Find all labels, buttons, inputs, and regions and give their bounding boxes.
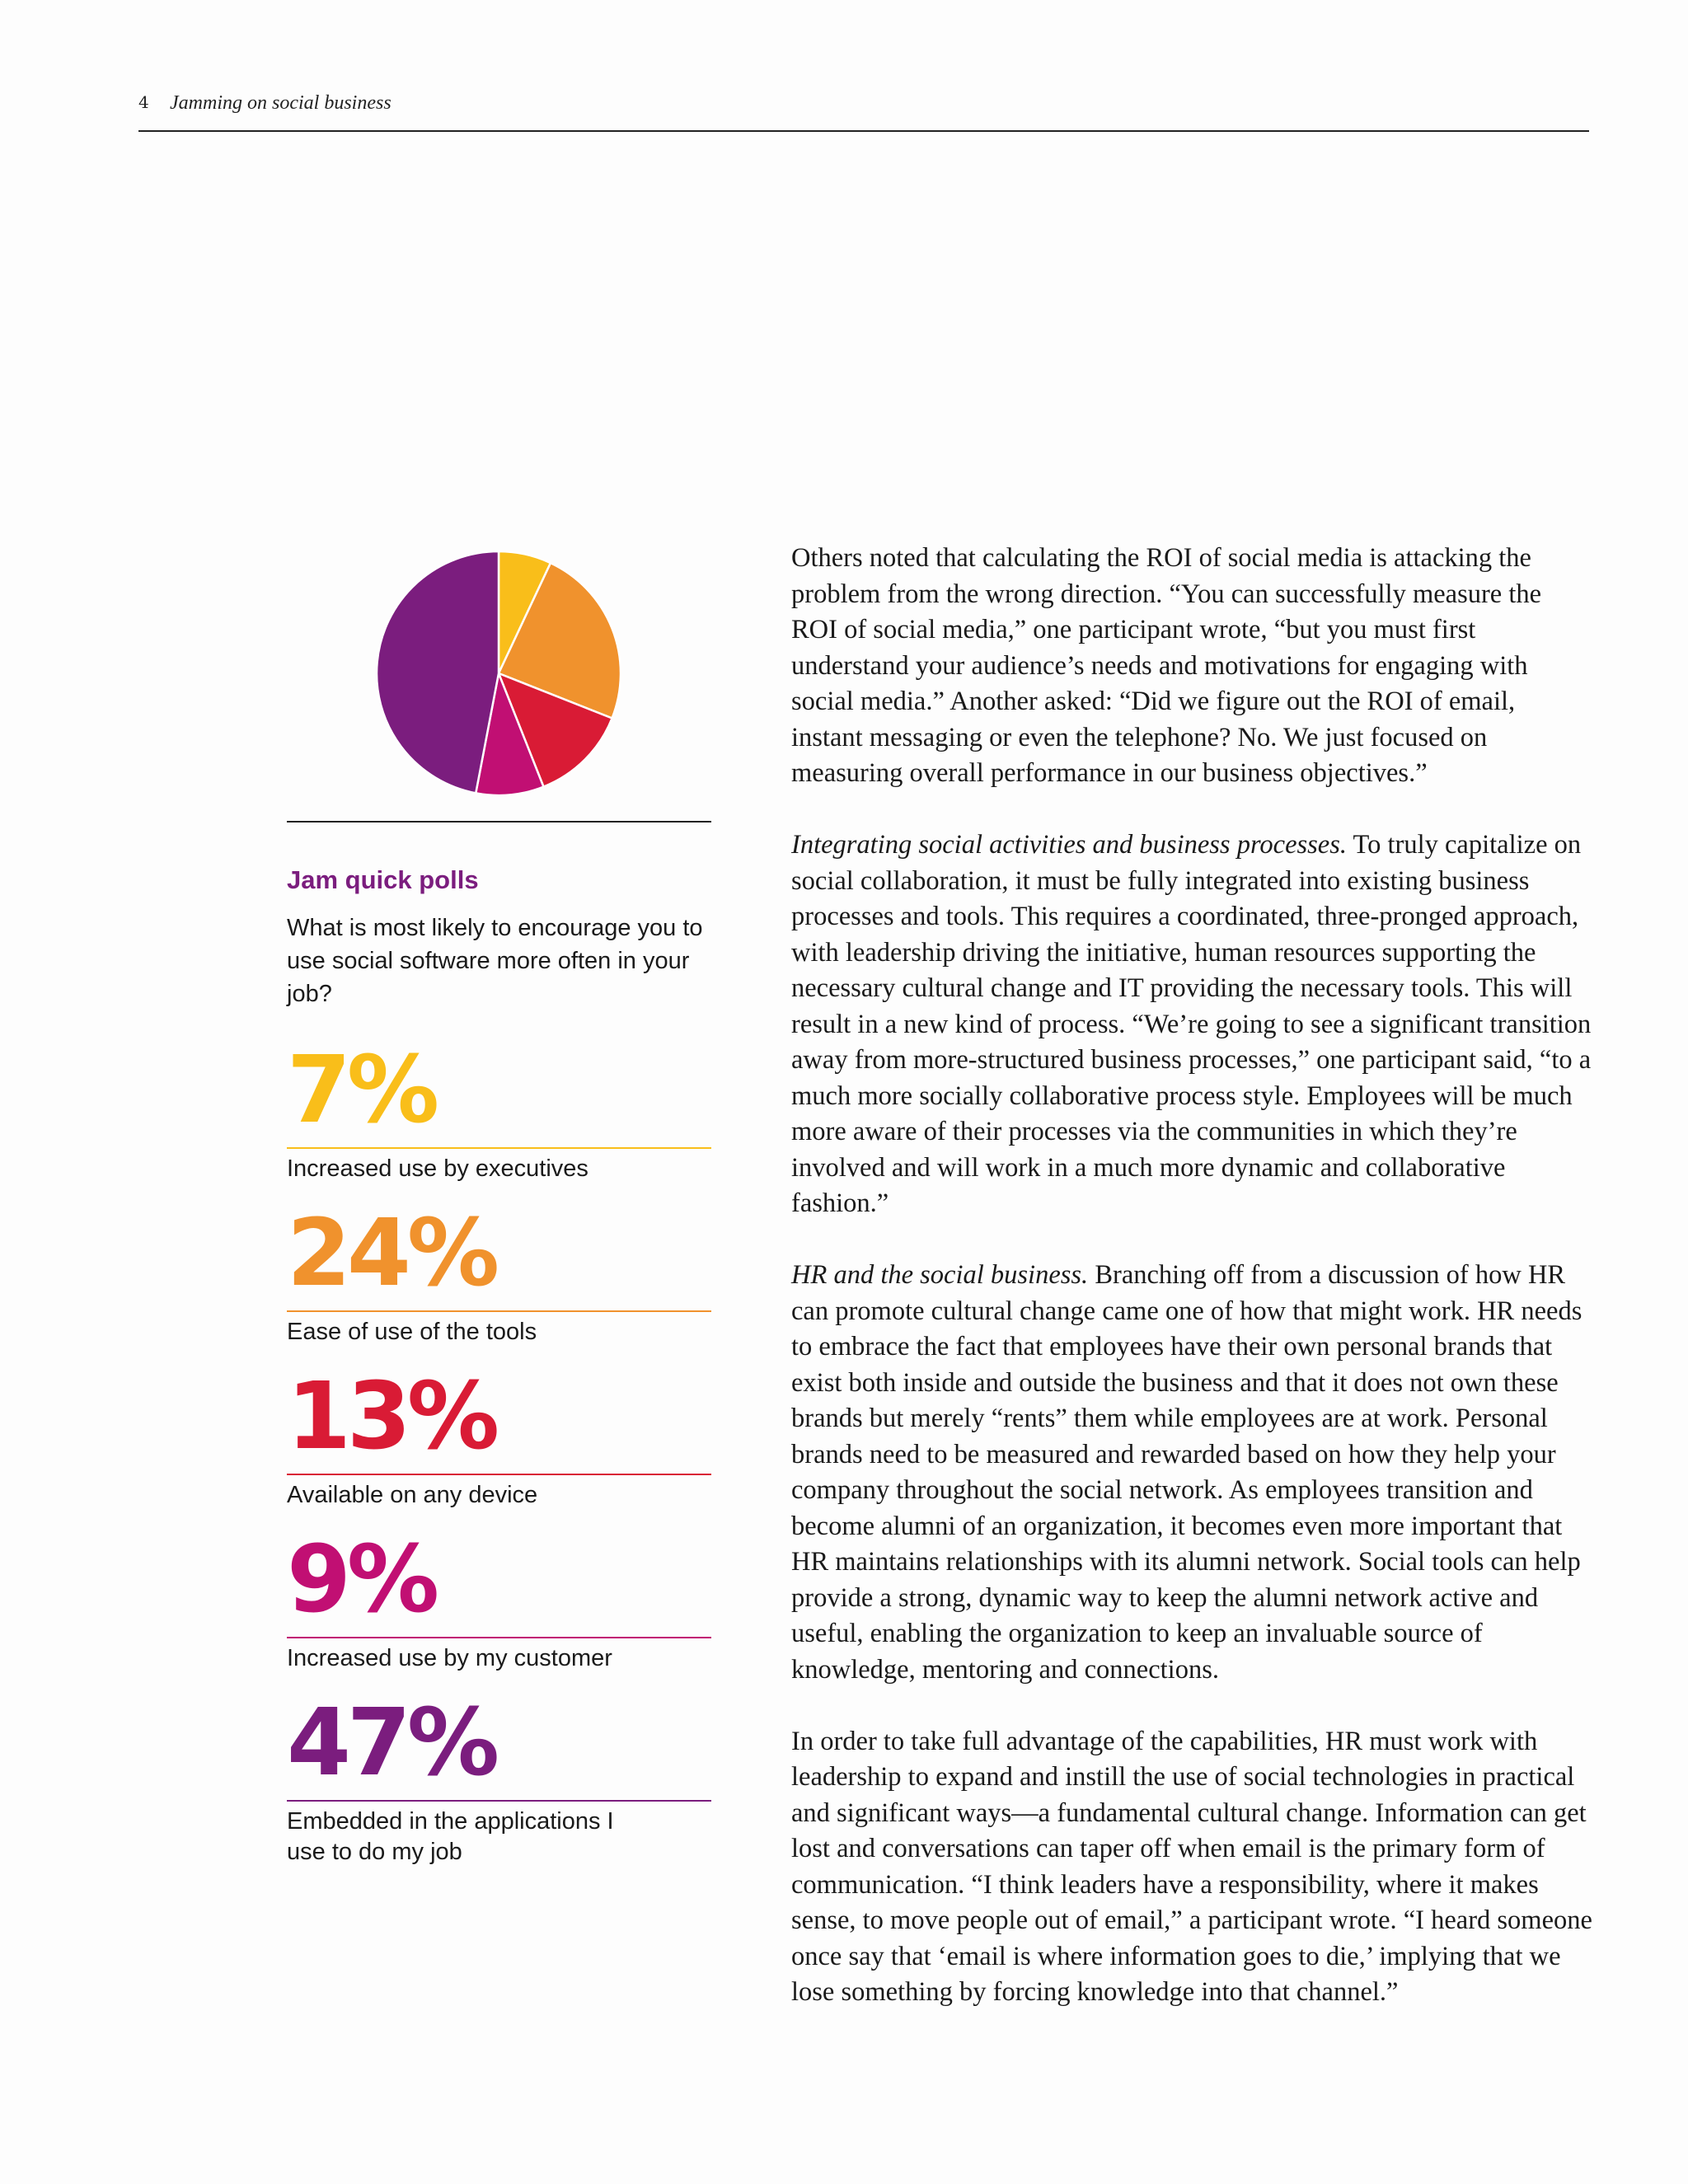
poll-divider — [287, 821, 711, 823]
article-paragraph: In order to take full advantage of the capabilities, HR must work with leadership to expand and instill the use of social technologies in practical and significant ways—a fundamental cultural change. Information can get lost and conversations can taper off when email is the primary form of communication. “I think leaders have a responsibility, where it makes sense, to move people out of email,” a participant wrote. “I heard someone once say that ‘email is where information goes to die,’ implying that we lose something by forcing knowledge into that channel.” — [791, 1726, 1592, 2007]
article-paragraph — [791, 827, 1592, 1222]
article-body — [791, 541, 1592, 2046]
poll-pie-chart — [371, 546, 626, 801]
poll-label: Increased use by executives — [287, 1155, 588, 1182]
poll-percent: 47% — [287, 1690, 496, 1797]
poll-percent: 24% — [287, 1200, 496, 1307]
poll-heading: Jam quick polls — [287, 865, 479, 894]
paragraph-text: Branching off from a discussion of how HR can promote cultural change came one of how that might work. HR needs to embrace the fact that employees have their own personal brands that exist both inside and outside the business and that it does not own these brands but merely “rents” them while employees are at work. Personal brands need to be measured and rewarded based on how they help your company throughout the social network. As employees transition and become alumni of an organization, it becomes even more important that HR maintains relationships with its alumni network. Social tools can help provide a strong, dynamic way to keep the alumni network active and useful, enabling the organization to keep an invaluable source of knowledge, mentoring and connections. — [791, 1260, 1582, 1685]
page-number: 4 — [138, 92, 149, 112]
poll-percent: 9% — [287, 1526, 436, 1633]
poll-percent: 13% — [287, 1363, 496, 1470]
poll-stat — [287, 1200, 711, 1347]
article-paragraph: Others noted that calculating the ROI of social media is attacking the problem from the wrong direction. “You can successfully measure the ROI of social media,” one participant wrote, “but you must first understand your audience’s needs and motivations for engaging with social media.” Another asked: “Did we figure out the ROI of email, instant messaging or even the telephone? No. We just focused on measuring overall performance in our business objectives.” — [791, 543, 1542, 788]
poll-rule — [287, 1310, 711, 1312]
paragraph-lead-in: HR and the social business. — [791, 1260, 1089, 1290]
poll-stat — [287, 1526, 711, 1674]
poll-label: Available on any device — [287, 1482, 538, 1508]
paragraph-lead-in: Integrating social activities and business processes. — [791, 830, 1347, 860]
poll-rule — [287, 1800, 711, 1802]
poll-question: What is most likely to encourage you to use social software more often in your job? — [287, 915, 703, 1007]
paragraph-text: To truly capitalize on social collaboration, it must be fully integrated into existing business processes and tools. This requires a coordinated, three-pronged approach, with leadership driving the initiative, human resources supporting the necessary cultural change and IT providing the necessary tools. This will result in a new kind of process. “We’re going to see a significant transition away from more-structured business processes,” one participant said, “to a much more socially collaborative process style. Employees will be much more aware of their processes via the communities in which they’re involved and will work in a much more dynamic and collaborative fashion.” — [791, 830, 1592, 1218]
poll-label: Embedded in the applications I use to do my job — [287, 1808, 614, 1865]
pie-slice — [377, 551, 499, 793]
poll-stat — [287, 1690, 711, 1868]
poll-stat — [287, 1363, 711, 1511]
poll-intro — [287, 865, 711, 1010]
poll-label: Increased use by my customer — [287, 1645, 612, 1671]
poll-percent: 7% — [287, 1037, 436, 1144]
poll-label: Ease of use of the tools — [287, 1319, 537, 1345]
poll-stat — [287, 1037, 711, 1184]
poll-rule — [287, 1147, 711, 1149]
page-header — [138, 92, 1589, 132]
poll-rule — [287, 1637, 711, 1638]
poll-rule — [287, 1474, 711, 1475]
article-paragraph — [791, 1258, 1592, 1688]
running-title: Jamming on social business — [170, 92, 392, 114]
